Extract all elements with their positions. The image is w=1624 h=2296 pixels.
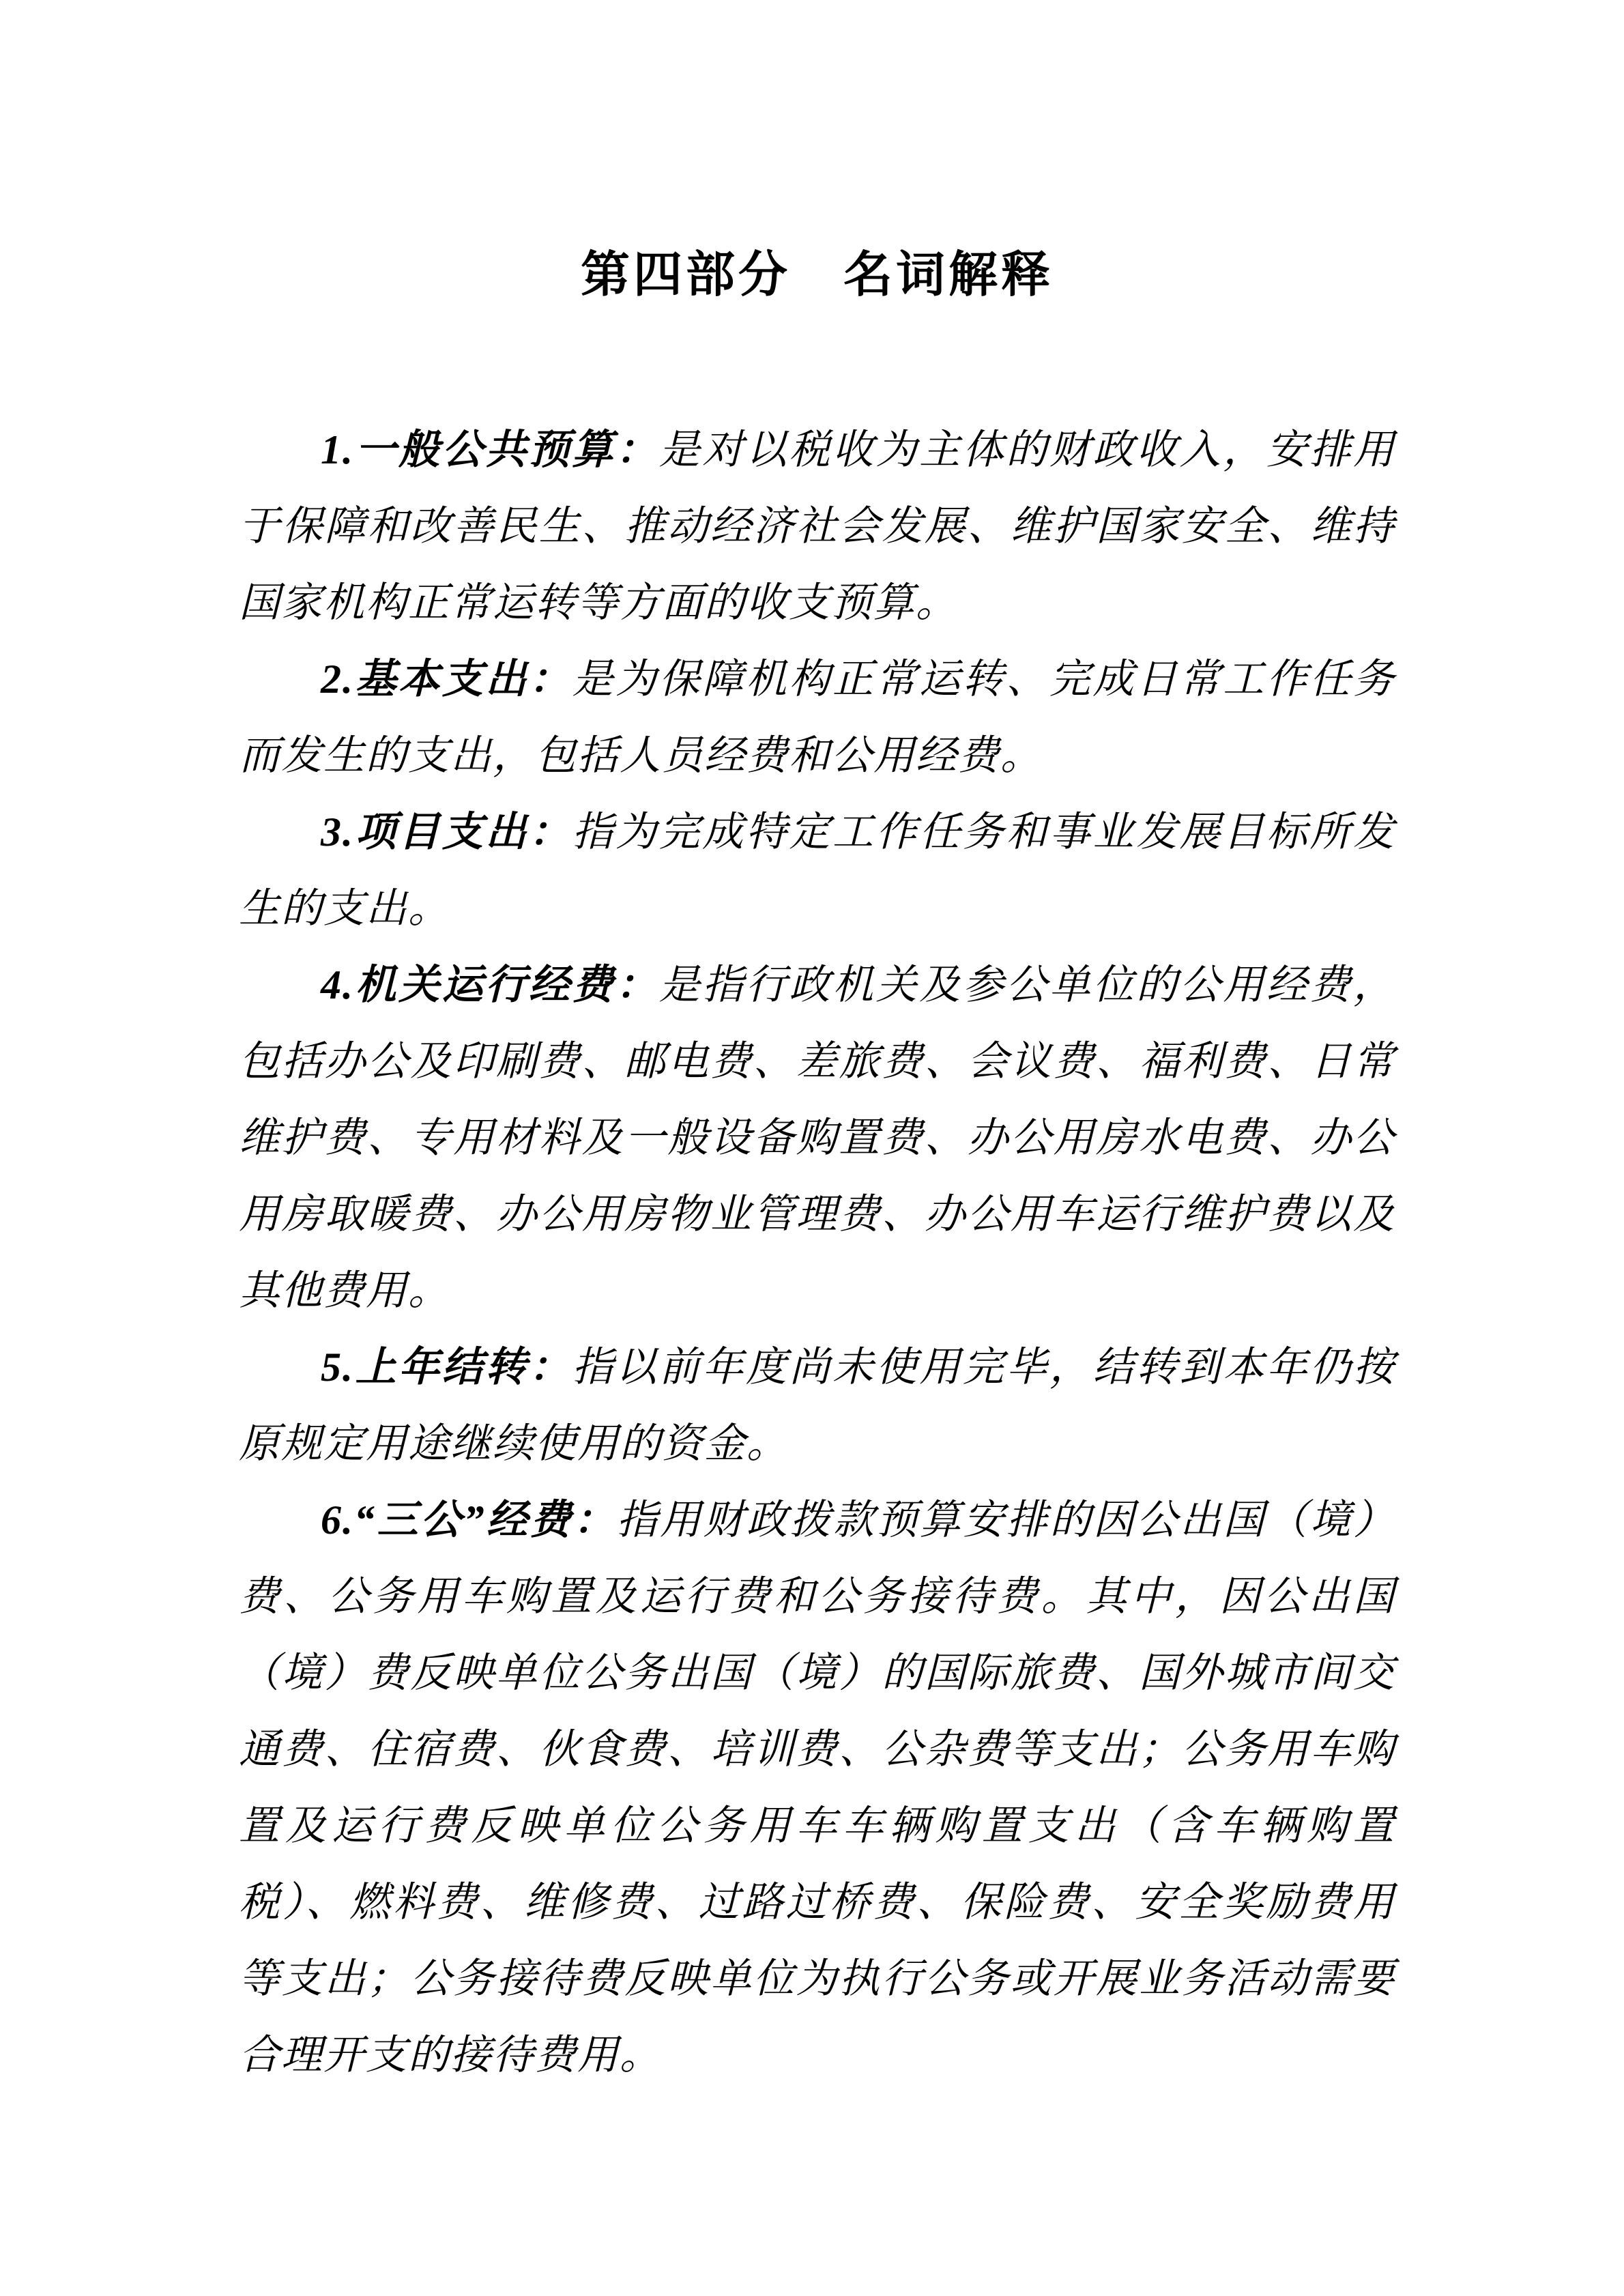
definition-paragraph xyxy=(239,1482,1395,2093)
definition-paragraph xyxy=(239,794,1395,947)
definition-text: 是对以税收为主体的财政收入，安排用于保障和改善民生、推动经济社会发展、维护国家安全、维持国家机构正常运转等方面的收支预算。 xyxy=(239,427,1396,625)
definition-text: 是指行政机关及参公单位的公用经费，包括办公及印刷费、邮电费、差旅费、会议费、福利费、日常维护费、专用材料及一般设备购置费、办公用房水电费、办公用房取暖费、办公用房物业管理费、办公用车运行维护费以及其他费用。 xyxy=(239,962,1396,1313)
definition-term: 2.基本支出： xyxy=(321,656,572,702)
document-body xyxy=(239,247,1395,2093)
definition-text: 指为完成特定工作任务和事业发展目标所发生的支出。 xyxy=(239,809,1395,931)
definition-term: 4.机关运行经费： xyxy=(321,962,659,1007)
definition-term: 1.一般公共预算： xyxy=(321,427,659,472)
definition-paragraph xyxy=(239,412,1395,641)
definition-term: 3.项目支出： xyxy=(321,809,572,855)
section-title: 第四部分 名词解释 xyxy=(580,248,1054,302)
definition-term: 6.“三公”经费： xyxy=(321,1497,617,1542)
definition-text: 是为保障机构正常运转、完成日常工作任务而发生的支出，包括人员经费和公用经费。 xyxy=(239,656,1395,778)
definition-term: 5.上年结转： xyxy=(321,1344,572,1390)
definition-paragraph xyxy=(239,1329,1395,1482)
definition-text: 指用财政拨款预算安排的因公出国（境）费、公务用车购置及运行费和公务接待费。其中，因公出国（境）费反映单位公务出国（境）的国际旅费、国外城市间交通费、住宿费、伙食费、培训费、公杂费等支出；公务用车购置及运行费反映单位公务用车车辆购置支出（含车辆购置税）、燃料费、维修费、过路过桥费、保险费、安全奖励费用等支出；公务接待费反映单位为执行公务或开展业务活动需要合理开支的接待费用。 xyxy=(239,1497,1395,2078)
definition-paragraph xyxy=(239,641,1395,794)
definition-paragraph xyxy=(239,947,1395,1329)
definition-text: 指以前年度尚未使用完毕，结转到本年仍按原规定用途继续使用的资金。 xyxy=(239,1344,1395,1466)
